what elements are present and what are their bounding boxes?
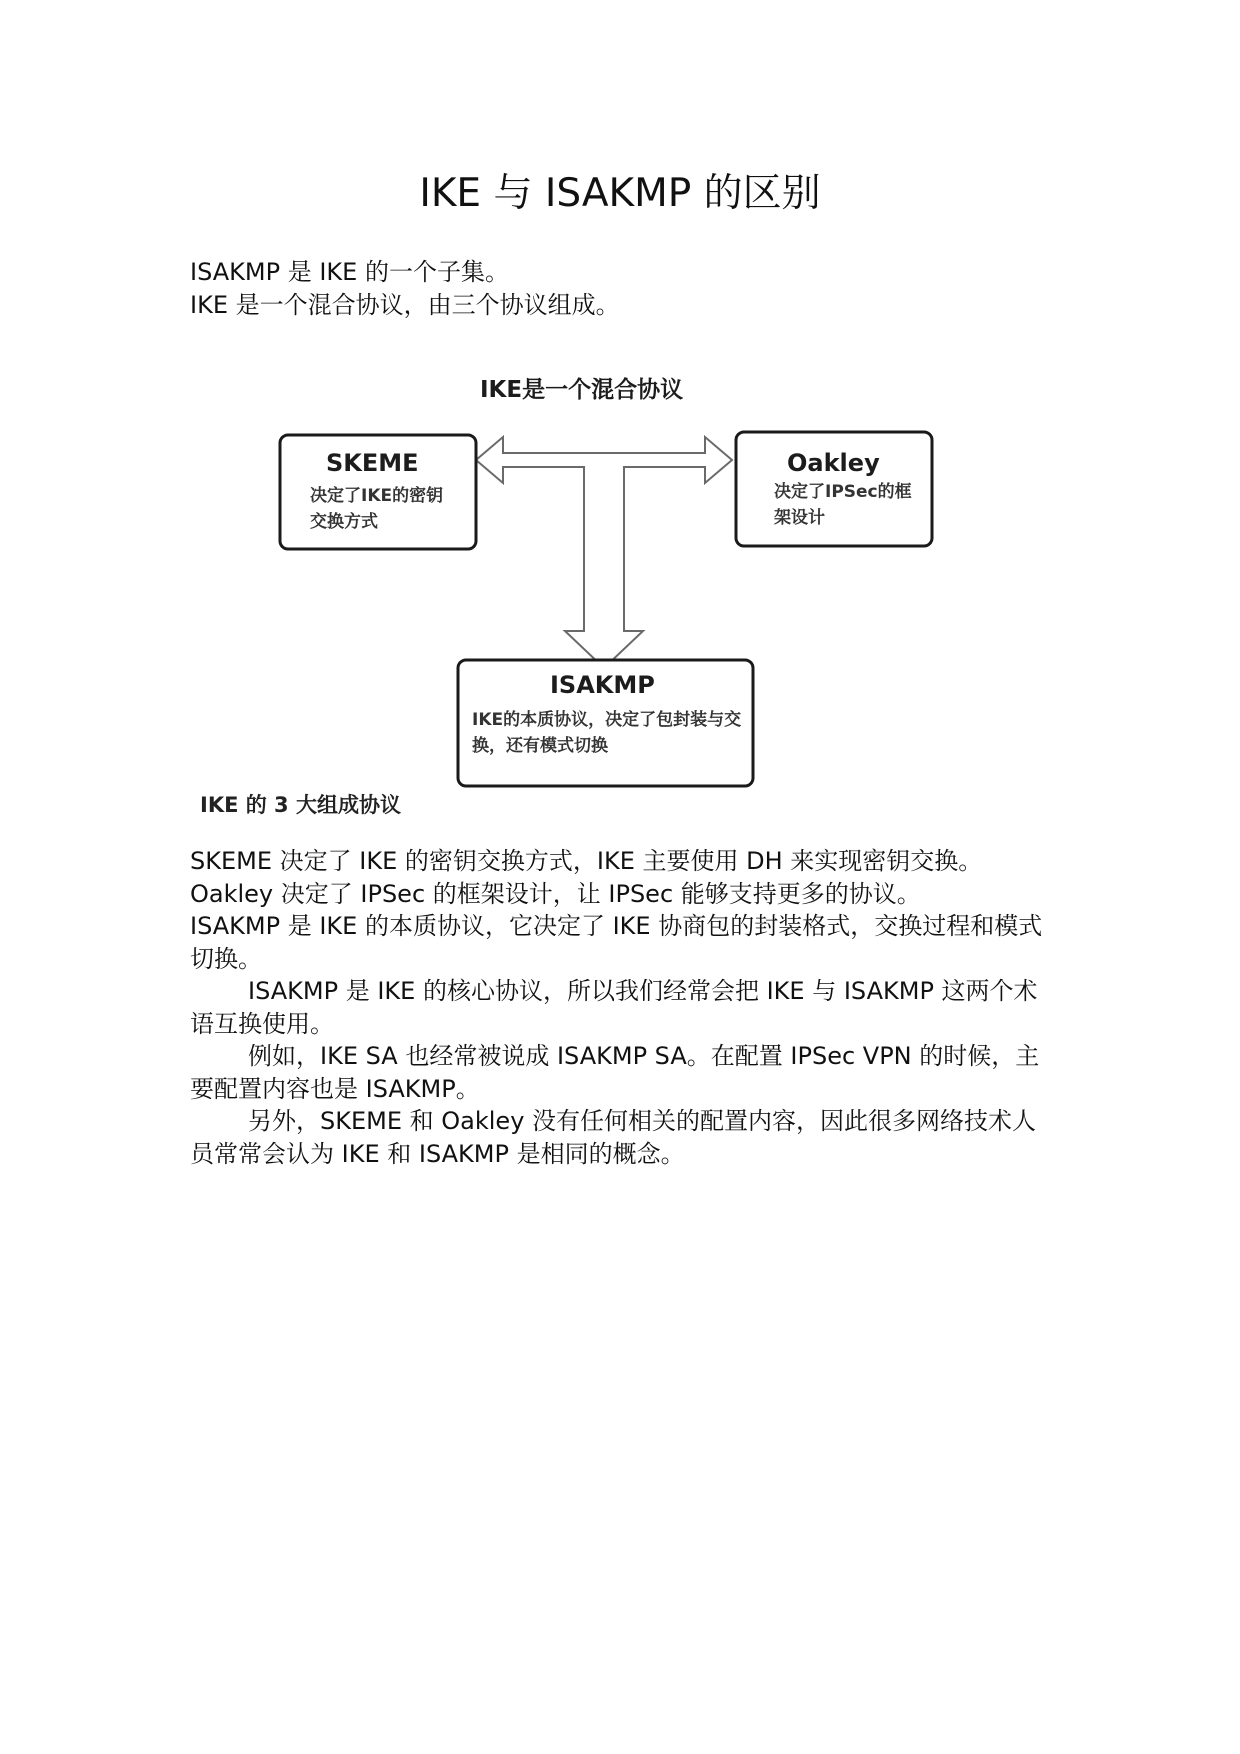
paragraph: SKEME 决定了 IKE 的密钥交换方式，IKE 主要使用 DH 来实现密钥交换。 [190,847,983,875]
intro-line: IKE 是一个混合协议，由三个协议组成。 [190,290,620,319]
skeme-title: SKEME [326,449,419,477]
oakley-title: Oakley [787,449,880,477]
paragraph: ISAKMP 是 IKE 的核心协议，所以我们经常会把 IKE 与 ISAKMP 这两个术语互换使用。 [190,977,1038,1038]
ike-diagram [200,365,960,817]
diagram-caption: IKE 的 3 大组成协议 [200,793,401,817]
intro-text [190,256,1060,321]
skeme-desc: 决定了IKE的密钥交换方式 [310,486,444,532]
diagram-heading: IKE是一个混合协议 [480,377,684,403]
page-title: IKE 与 ISAKMP 的区别 [419,171,821,216]
paragraph: 例如，IKE SA 也经常被说成 ISAKMP SA。在配置 IPSec VPN 的时候，主要配置内容也是 ISAKMP。 [190,1042,1040,1103]
paragraph: Oakley 决定了 IPSec 的框架设计，让 IPSec 能够支持更多的协议。 [190,879,921,908]
oakley-desc: 决定了IPSec的框架设计 [774,482,912,528]
isakmp-title: ISAKMP [550,671,655,699]
intro-line: ISAKMP 是 IKE 的一个子集。 [190,258,509,286]
paragraph: 另外，SKEME 和 Oakley 没有任何相关的配置内容，因此很多网络技术人员常常会认为 IKE 和 ISAKMP 是相同的概念。 [190,1107,1037,1168]
isakmp-desc: IKE的本质协议，决定了包封装与交换，还有模式切换 [472,710,742,756]
paragraph: ISAKMP 是 IKE 的本质协议，它决定了 IKE 协商包的封装格式，交换过程和模式切换。 [190,912,1043,973]
t-arrow-shape [476,437,732,668]
body-paragraphs [190,845,1060,1170]
